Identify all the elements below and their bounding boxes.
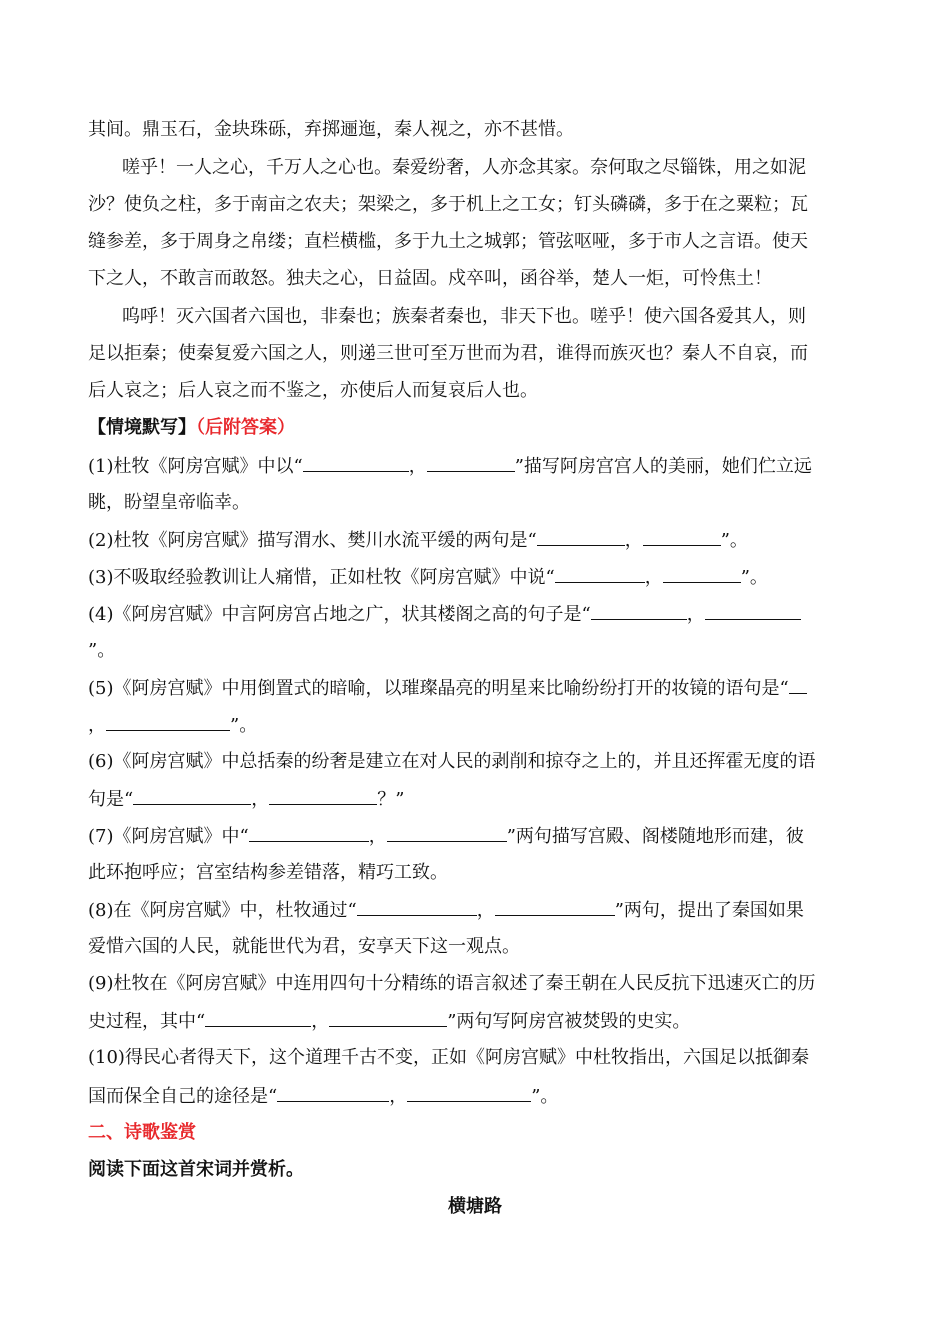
answer-blank[interactable] [133, 788, 251, 805]
question-9-cont: 史过程，其中“ ， ”两句写阿房宫被焚毁的史实。 [88, 1011, 691, 1032]
question-4: (4)《阿房宫赋》中言阿房宫占地之广，状其楼阁之高的句子是“ ， [88, 603, 866, 626]
question-5-cont: ， ”。 [88, 715, 258, 736]
section-heading [88, 417, 866, 439]
section-title: 【情境默写】 [88, 417, 196, 438]
answer-blank[interactable] [106, 714, 230, 731]
question-10: (10)得民心者得天下，这个道理千古不变，正如《阿房宫赋》中杜牧指出，六国足以抵御秦 [88, 1047, 809, 1068]
question-6-cont: 句是“ ， ？” [88, 789, 405, 810]
question-3: (3)不吸取经验教训让人痛惜，正如杜牧《阿房宫赋》中说“ ， ”。 [88, 567, 768, 588]
passage-line: 缝参差，多于周身之帛缕；直栏横槛，多于九土之城郭；管弦呕哑，多于市人之言语。使天 [88, 231, 808, 252]
question-8-cont: 爱惜六国的人民，就能世代为君，安享天下这一观点。 [88, 936, 520, 957]
answer-blank[interactable] [329, 1010, 447, 1027]
passage-line: 沙？使负之柱，多于南亩之农夫；架梁之，多于机上之工女；钉头磷磷，多于在之粟粒；瓦 [88, 194, 808, 215]
poem-title: 横塘路 [448, 1196, 502, 1217]
answer-blank[interactable] [205, 1010, 311, 1027]
answer-blank[interactable] [407, 1085, 531, 1102]
passage-line: 足以拒秦；使秦复爱六国之人，则递三世可至万世而为君，谁得而族灭也？秦人不自哀，而 [88, 343, 808, 364]
passage-line: 后人哀之；后人哀之而不鉴之，亦使后人而复哀后人也。 [88, 380, 538, 401]
passage-line: 呜呼！灭六国者六国也，非秦也；族秦者秦也，非天下也。嗟乎！使六国各爱其人，则 [122, 306, 806, 327]
question-7-cont: 此环抱呼应；宫室结构参差错落，精巧工致。 [88, 862, 448, 883]
answer-blank[interactable] [495, 899, 615, 916]
answer-blank[interactable] [555, 566, 645, 583]
question-5: (5)《阿房宫赋》中用倒置式的暗喻，以璀璨晶亮的明星来比喻纷纷打开的妆镜的语句是“ [88, 677, 866, 700]
question-8: (8)在《阿房宫赋》中，杜牧通过“ ， ”两句，提出了秦国如果 [88, 900, 804, 921]
question-1: (1)杜牧《阿房宫赋》中以“ ， ”描写阿房宫宫人的美丽，她们伫立远 [88, 456, 812, 477]
passage-line: 下之人，不敢言而敢怒。独夫之心，日益固。戍卒叫，函谷举，楚人一炬，可怜焦土！ [88, 268, 772, 289]
answer-blank[interactable] [249, 825, 369, 842]
answer-blank[interactable] [537, 529, 625, 546]
question-4-cont: ”。 [88, 640, 116, 661]
answer-blank[interactable] [303, 455, 409, 472]
answer-blank[interactable] [427, 455, 515, 472]
question-1-cont: 眺，盼望皇帝临幸。 [88, 492, 250, 513]
answer-blank[interactable] [663, 566, 741, 583]
passage-line: 嗟乎！一人之心，千万人之心也。秦爱纷奢，人亦念其家。奈何取之尽锱铢，用之如泥 [122, 157, 806, 178]
section-2-title: 二、诗歌鉴赏 [88, 1122, 196, 1143]
answer-blank[interactable] [643, 529, 721, 546]
section-2-instruction: 阅读下面这首宋词并赏析。 [88, 1159, 304, 1180]
question-7: (7)《阿房宫赋》中“ ， ”两句描写宫殿、阁楼随地形而建，彼 [88, 826, 804, 847]
question-9: (9)杜牧在《阿房宫赋》中连用四句十分精练的语言叙述了秦王朝在人民反抗下迅速灭亡的历 [88, 973, 816, 994]
answer-blank[interactable] [357, 899, 477, 916]
answer-blank[interactable] [387, 825, 507, 842]
question-2: (2)杜牧《阿房宫赋》描写渭水、樊川水流平缓的两句是“ ， ”。 [88, 530, 748, 551]
answer-blank[interactable] [277, 1085, 389, 1102]
answer-blank[interactable] [705, 603, 801, 620]
answer-note: （后附答案） [196, 417, 295, 438]
question-6: (6)《阿房宫赋》中总括秦的纷奢是建立在对人民的剥削和掠夺之上的，并且还挥霍无度的语 [88, 751, 816, 772]
answer-blank[interactable] [269, 788, 377, 805]
answer-blank[interactable] [789, 677, 807, 694]
passage-line: 其间。鼎玉石，金块珠砾，弃掷逦迤，秦人视之，亦不甚惜。 [88, 119, 574, 140]
question-10-cont: 国而保全自己的途径是“ ， ”。 [88, 1086, 559, 1107]
answer-blank[interactable] [591, 603, 687, 620]
